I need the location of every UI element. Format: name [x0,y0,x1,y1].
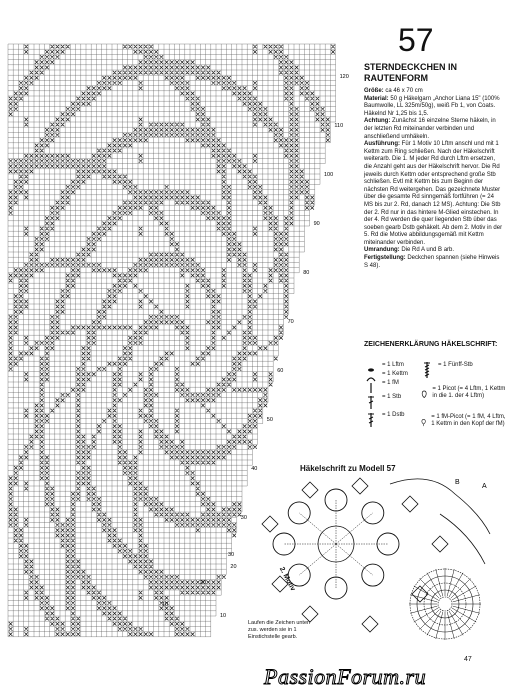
diagram-stitch [447,612,454,639]
chart-row-number: 70 [287,319,294,325]
diagram-round-marker: B [455,479,460,486]
diagram-stitch [451,610,471,630]
legend-text: = 1 fM [382,380,399,386]
chart-col-number: 20 [200,580,207,586]
diagram-round-marker: A [482,483,487,490]
diagram-round [438,597,452,611]
chart-row-number: 100 [324,172,334,178]
diagram-spoke [299,544,336,575]
chart-row-number: 40 [251,466,258,472]
diagram-note: Laufen die Zeichen unten zus. werden sie in 1 Einstichstelle gearb. [248,620,311,640]
diagram-diamond [262,516,278,532]
size-label: Größe: [364,88,384,94]
chart-row-number: 10 [220,613,227,619]
picot-icon [420,386,428,402]
legend-text: = 1 Dstb [382,412,405,418]
legend-item [364,394,401,410]
diagram-spoke [299,513,336,544]
diagram-stitch [451,579,471,599]
chart-row-number: 120 [339,74,349,80]
chart-row-number: 50 [266,417,273,423]
diagram-diamond [302,482,318,498]
page-number: 57 [398,22,434,58]
diagram-stitch [453,606,480,613]
chart-row-number: 110 [334,123,344,129]
legend-item [420,362,473,378]
attention-label: Achtung: [364,118,391,125]
motif-label: 2. Motiv [277,566,297,593]
chart-row-number: 90 [313,221,320,227]
chart-row-number: 80 [303,270,310,276]
pattern-instructions [364,88,504,270]
size-value: ca 46 x 70 cm [385,88,423,94]
diagram-stitch [410,595,437,602]
diagram-diamond [432,536,448,552]
watermark: PassionForum.ru [264,664,427,689]
legend-text: = 1 Fünff-Stb [438,362,473,368]
diagram-diamond [352,478,368,494]
border-label: Umrandung: [364,247,400,254]
legend-title: ZEICHENERKLÄRUNG HÄKELSCHRIFT: [364,341,498,348]
diagram-arc [440,514,485,564]
diagram-spoke [336,544,373,575]
finishing-label: Fertigstellung: [364,255,406,262]
material-value: 50 g Häkelgarn „Anchor Liana 15" (100% Baumwolle, LL 325m/50g), weiß Fb 1, von Coats. Häkelnd Nr 1,25 bis 1,5. [364,95,500,117]
chart-row-number: 20 [230,564,237,570]
legend-text: = 1 Kettm [382,371,408,377]
legend-text: = 1 fM-Picot (= 1 fM, 4 Lftm, 1 Kettm in den Kopf der fM) [431,414,506,427]
treble-crochet-icon [364,412,378,428]
execution-label: Ausführung: [364,141,400,148]
chart-col-number: 10 [162,602,169,608]
diagram-diamond [412,586,428,602]
diagram-stitch [420,610,440,630]
double-crochet-icon [364,394,378,410]
chart-row-number: 30 [240,515,247,521]
diagram-stitch [447,569,454,596]
diagram-arc [390,479,490,534]
execution-value: Für 1 Motiv 10 Lftm anschl und mit 1 Kettm zum Ring schließen. Nach der Häkelschrift weiterarb. Die 1. M jeder Rd durch Lftm ersetzen, die Anzahl geht aus der Häkelschrift hervor. Die Rd jeweils durch Kettm oder entsprechend große Stb schließen. Evtl mit Kettm bis zum Beginn der nächsten Rd weitergehen. Das gezeichnete Muster über die gesamte Rd sinngemäß fortführen (= 24 MS bis zur 2. Rd, danach 12 MS). Achtung: Die Stb der 2. Rd nur in das hintere M-Glied einstechen. In der 4. Rd werden die quer liegenden Stb über das soeben gearb Dstb gehäkelt. Ab dem 2. Motiv in der 5. Rd die Motive abbildungsgemäß mit Kettm miteinander verbinden. [364,141,503,246]
legend-text: = 1 Stb [382,394,402,400]
material-label: Material: [364,95,389,102]
legend-item [420,386,508,402]
diagram-stitch [436,569,443,596]
fm-picot-icon [420,414,427,430]
diagram-spoke [336,513,373,544]
finishing-value: Deckchen spannen (siehe Hinweis S 48). [364,255,500,269]
diagram-stitch [453,595,480,602]
pattern-title: STERNDECKCHEN IN RAUTENFORM [364,62,458,83]
chart-col-number: 30 [228,552,235,558]
crochet-diagram-title: Häkelschrift zu Modell 57 [300,464,396,473]
border-value: Die Rd A und B arb. [401,247,455,254]
footer-page-number: 47 [464,656,472,663]
attention-value: Zunächst 16 einzelne Sterne häkeln, in der letzten Rd miteinander verbinden und anschließend umhäkeln. [364,118,496,140]
quintuple-treble-icon [420,362,434,378]
chart-row-number: 60 [277,368,284,374]
stitch-legend [364,362,508,462]
diagram-diamond [402,496,418,512]
diagram-stitch [410,606,437,613]
legend-text: = 1 Lftm [382,362,404,368]
diagram-diamond [362,616,378,632]
legend-item [364,412,405,428]
legend-text: = 1 Picot (= 4 Lftm, 1 Kettm in die 1. der 4 Lftm) [432,386,506,399]
legend-item [420,414,508,430]
diagram-stitch [436,612,443,639]
